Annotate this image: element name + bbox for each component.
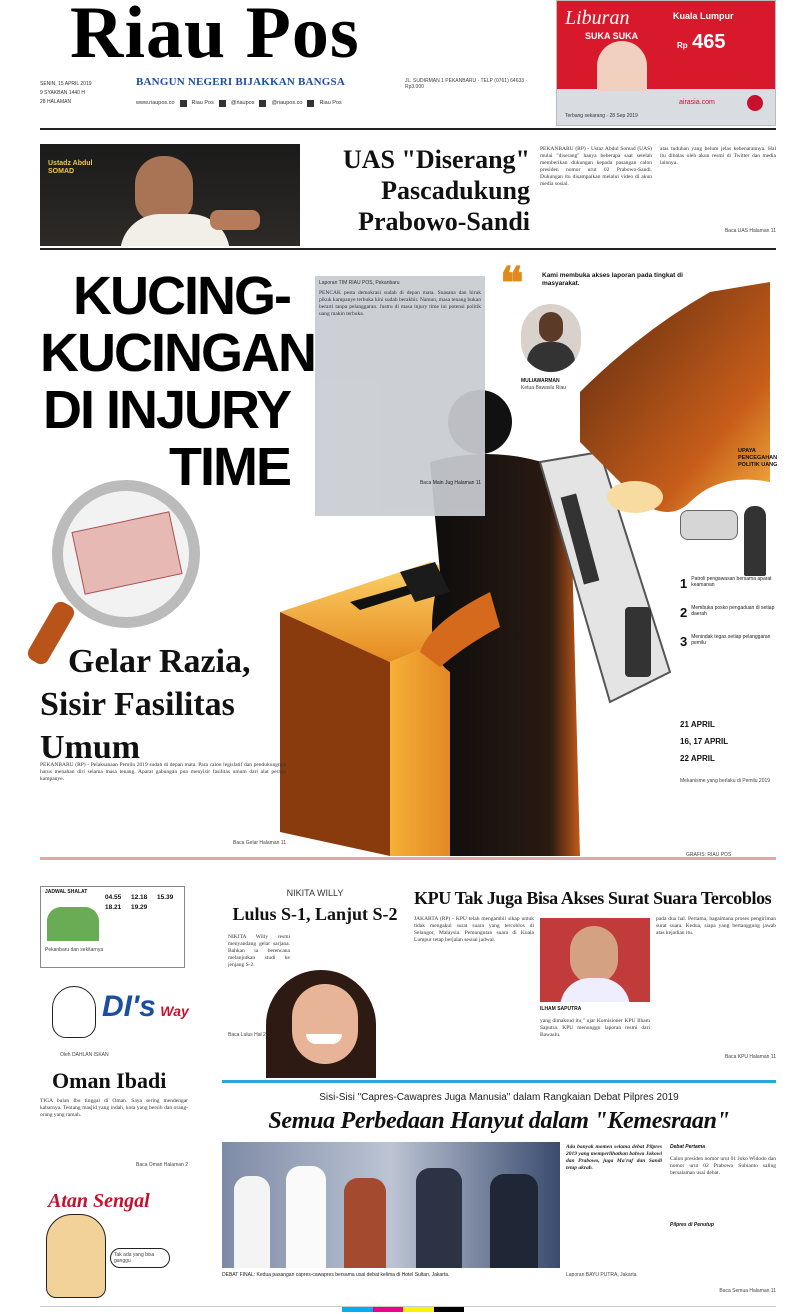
hijri-line: 9 SYAKBAN 1440 H: [40, 90, 85, 96]
date-line: SENIN, 15 APRIL 2019: [40, 81, 92, 87]
debat-headline: Semua Perbedaan Hanyut dalam "Kemesraan": [268, 1108, 730, 1134]
step-text: Patroli pengawasan bersama aparat keamanan: [691, 576, 772, 588]
uas-photo: [40, 144, 300, 246]
airasia-ad[interactable]: [556, 0, 776, 126]
nikita-headline: Lulus S-1, Lanjut S-2: [232, 904, 398, 924]
info-foot: Mekanisme yang berlaku di Pemilu 2019: [680, 778, 771, 784]
debat-side-title2: Pilpres di Penutup: [670, 1222, 714, 1228]
cartoon-bubble: Tak ada yang bisa ganggu: [110, 1248, 170, 1268]
uas-headline-line: UAS "Diserang": [342, 145, 530, 174]
dis-logo: [102, 990, 189, 1024]
uas-headline-line: Pascadukung: [381, 176, 530, 205]
twitter-icon: [219, 100, 226, 107]
kpu-headline: KPU Tak Juga Bisa Akses Surat Suara Tercoblos: [414, 888, 772, 908]
info-date: 21 APRIL: [680, 720, 715, 729]
masthead-date: [40, 80, 130, 107]
ad-script-bottom: SUKA SUKA: [585, 31, 639, 41]
main-sidebar: [315, 276, 485, 516]
prayer-times: [105, 893, 181, 913]
razia-headline: [40, 640, 300, 769]
quote-person-photo: [521, 304, 581, 372]
kpu-photo: [540, 918, 650, 1002]
facebook-link[interactable]: Riau Pos: [191, 100, 214, 106]
ad-script-top: Liburan: [565, 7, 630, 29]
debat-photo: [222, 1142, 560, 1268]
main-quote: Kami membuka akses laporan pada tingkat di masyarakat.: [542, 272, 683, 287]
mosque-icon: [47, 907, 99, 941]
info-steps: [680, 576, 776, 649]
razia-headline-line: Umum: [40, 729, 141, 766]
main-headline-line: TIME: [169, 437, 290, 497]
cartoon-character: [46, 1214, 106, 1298]
dis-logo-text: DI's: [102, 990, 156, 1023]
ad-promo: Terbang sekarang · 28 Sep 2019: [565, 113, 638, 119]
masthead-tagline: BANGUN NEGERI BIJAKKAN BANGSA: [136, 76, 346, 88]
airasia-logo-icon: [747, 95, 763, 111]
info-dates: [680, 716, 728, 767]
quote-mark-icon: ❝: [500, 259, 524, 308]
step-number: 3: [680, 634, 688, 649]
debat-byline: Laporan BAYU PUTRA, Jakarta: [566, 1272, 637, 1278]
ad-price: [677, 31, 726, 54]
info-date: 22 APRIL: [680, 754, 715, 763]
main-sidebar-body: PENCAK pesta demokrasi sudah di depan mata. Suasana dan hiruk pikuk kampanye terbuka kini sudah berakhir. Namun, masa tenang bukan berarti tanpa pelanggaran. Justru di masa injury time ini potensi politik uang makin terbuka.: [319, 290, 481, 317]
masthead-address: JL. SUDIRMAN 1 PEKANBARU · TELP (0761) 64633 · Rp3.000: [405, 78, 528, 90]
uas-body-right: atas tuduhan yang belum jelas kebenarannya. Hal itu dibalas oleh akun resmi di Twitter dan media lainnya.: [660, 146, 776, 166]
kpu-body-right: pada dua hal. Pertama, bagaimana proses pengiriman surat suara. Kedua, siapa yang bertanggung jawab atas kejadian itu.: [656, 916, 776, 936]
info-date: 16, 17 APRIL: [680, 737, 729, 746]
instagram-icon: [259, 100, 266, 107]
cartoon-title: Atan Sengal: [48, 1190, 150, 1212]
facebook-icon: [180, 100, 187, 107]
step-text: Menindak tegas setiap pelanggaran pemilu: [691, 634, 771, 646]
quote-role: Ketua Bawaslu Riau: [521, 385, 567, 391]
uas-headline: [305, 144, 530, 237]
step-number: 2: [680, 605, 688, 620]
ad-model-photo: [597, 41, 647, 91]
uas-photo-caption: Ustadz Abdul SOMAD: [48, 160, 93, 175]
razia-jump[interactable]: Baca Gelar Halaman 11: [233, 840, 286, 846]
main-headline-line: DI INJURY: [42, 380, 290, 440]
prayer-time: 12.18: [131, 894, 148, 901]
kpu-jump[interactable]: Baca KPU Halaman 11: [724, 1054, 776, 1060]
kpu-body-middle: yang dimaksud itu," ujar Komisioner KPU Ilham Saputra. KPU menunggu laporan resmi dari Bawaslu.: [540, 1018, 650, 1038]
kpu-photo-caption: ILHAM SAPUTRA: [540, 1006, 582, 1012]
police-car-illustration: [680, 510, 738, 540]
youtube-icon: [307, 100, 314, 107]
twitter-link[interactable]: @riaupos: [230, 100, 255, 106]
uas-headline-line: Prabowo-Sandi: [358, 207, 530, 236]
info-title: UPAYA PENCEGAHAN POLITIK UANG: [738, 448, 778, 468]
magnifier-illustration: [52, 480, 200, 628]
razia-body: PEKANBARU (RP) - Pelaksanaan Pemilu 2019 sudah di depan mata. Para calon legislatif dan pendukungnya harus menahan diri selama masa tenang. Aparat gabungan pun menyisir fasilitas umum dari alat peraga kampanye.: [40, 762, 286, 782]
prayer-times-box: [40, 886, 185, 968]
ad-price-prefix: Rp: [677, 41, 688, 50]
masthead-social: [136, 100, 342, 107]
police-officer-illustration: [744, 506, 766, 576]
dis-caricature: [52, 986, 96, 1038]
razia-headline-line: Sisir Fasilitas: [40, 686, 235, 723]
debat-side-title: Debat Pertama: [670, 1144, 706, 1150]
main-sidebar-byline: Laporan TIM RIAU POS, Pekanbaru: [319, 280, 400, 286]
main-sidebar-jump[interactable]: Baca Main Jug Halaman 11: [419, 480, 481, 486]
step-text: Membuka posko pengaduan di setiap daerah: [691, 605, 775, 617]
main-headline: [40, 266, 315, 497]
prayer-note: Pekanbaru dan sekitarnya: [45, 947, 104, 953]
ad-price-value: 465: [692, 31, 726, 53]
prayer-time: 04.55: [105, 894, 122, 901]
debat-quote: Ada banyak momen selama debat Pilpres 2019 yang memperlihatkan bahwa Jokowi dan Prabowo, juga Ma'ruf dan Sandi tetap akrab.: [566, 1144, 662, 1171]
nikita-jump[interactable]: Baca Lulus Hal 2: [228, 1032, 266, 1038]
dis-jump[interactable]: Baca Oman Halaman 2: [136, 1162, 188, 1168]
website-link[interactable]: www.riaupos.co: [136, 100, 175, 106]
ad-route: Kuala Lumpur: [673, 11, 734, 21]
debat-jump[interactable]: Baca Semua Halaman 11: [719, 1288, 776, 1294]
pages-line: 28 HALAMAN: [40, 99, 72, 105]
debat-photo-caption: DEBAT FINAL: Kedua pasangan capres-cawapres bersama usai debat kelima di Hotel Sultan, Jakarta.: [222, 1272, 450, 1278]
instagram-link[interactable]: @riaupos.co: [271, 100, 303, 106]
debat-side-body: Calon presiden nomor urut 01 Joko Widodo dan nomor urut 02 Prabowo Subianto saling bersalaman usai debat.: [670, 1156, 776, 1176]
ad-brand: airasia.com: [679, 99, 715, 106]
masthead-title: Riau Pos: [70, 0, 360, 74]
nikita-kicker: NIKITA WILLY: [286, 888, 344, 898]
quote-name: MULIAWARMAN: [521, 378, 560, 384]
dis-author: Oleh DAHLAN ISKAN: [60, 1052, 109, 1058]
prayer-time: 18.21: [105, 904, 122, 911]
prayer-time: 19.29: [131, 904, 148, 911]
nikita-body: NIKITA Willy resmi menyandang gelar sarjana. Bahkan ia berencana melanjutkan studi ke jenjang S-2.: [228, 934, 290, 968]
dis-headline: Oman Ibadi: [52, 1068, 167, 1093]
uas-body-left: PEKANBARU (RP) - Ustaz Abdul Somad (UAS) mulai "diserang" hanya beberapa saat setelah memberikan dukungan kepada pasangan calon presiden nomor urut 02 Prabowo-Sandi. Dukungan itu disampaikan melalui video di akun media sosial.: [540, 146, 652, 187]
kpu-body-left: JAKARTA (RP) - KPU telah mengambil sikap untuk tidak mengakui surat suara yang tercoblos di Selangor, Malaysia. Pemungutan suara di Kuala Lumpur tetap berjalan sesuai jadwal.: [414, 916, 534, 943]
step-number: 1: [680, 576, 688, 591]
graphic-source: GRAFIS: RIAU POS: [686, 852, 732, 858]
dis-body: TIGA bulan Ibu tinggal di Oman. Saya sering mendengar kabarnya. Tentang masjid yang indah, kota yang bersih dan orang-orang yang ramah.: [40, 1098, 188, 1118]
debat-kicker: Sisi-Sisi "Capres-Cawapres Juga Manusia" dalam Rangkaian Debat Pilpres 2019: [319, 1092, 679, 1103]
nikita-photo: [256, 960, 406, 1078]
prayer-time: 15.39: [157, 894, 174, 901]
dis-logo-sub: Way: [160, 1003, 189, 1019]
main-headline-line: KUCING-: [73, 266, 290, 326]
main-headline-line: KUCINGAN: [40, 323, 315, 383]
prayer-title: JADWAL SHALAT: [45, 889, 88, 895]
youtube-link[interactable]: Riau Pos: [319, 100, 342, 106]
razia-headline-line: Gelar Razia,: [68, 643, 251, 680]
uas-jump[interactable]: Baca UAS Halaman 11: [724, 228, 776, 234]
